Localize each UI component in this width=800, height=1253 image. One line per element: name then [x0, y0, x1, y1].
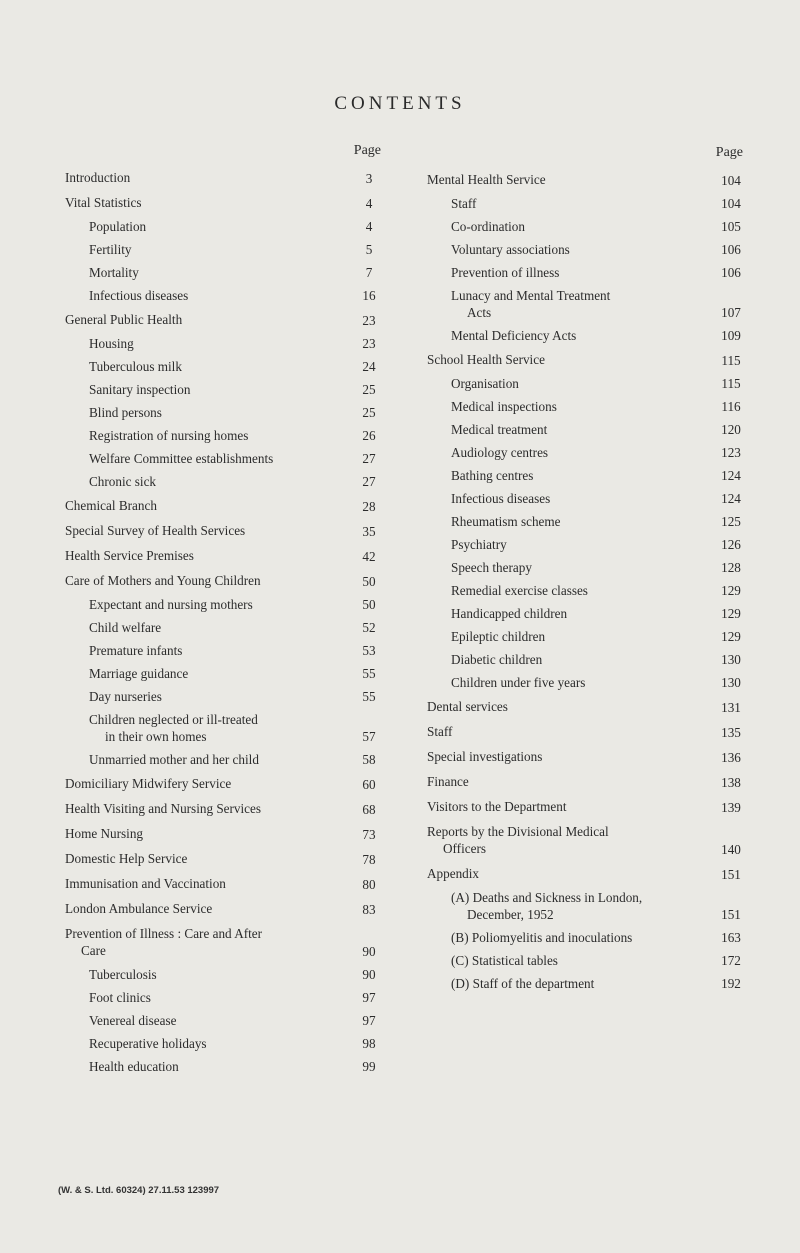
- toc-entry-page: 97: [362, 1013, 376, 1028]
- toc-entry-label: Domiciliary Midwifery Service: [65, 776, 232, 791]
- contents-column-right: [427, 145, 747, 995]
- toc-entry-label: Child welfare: [89, 620, 162, 635]
- toc-entry-label-continued: Officers: [443, 841, 486, 856]
- toc-entry-label: Reports by the Divisional Medical Officers: [427, 823, 747, 857]
- toc-entry-label: Medical treatment: [451, 422, 548, 437]
- toc-entry: [65, 1032, 385, 1055]
- toc-entry: [65, 748, 385, 771]
- toc-entry-page: 25: [362, 405, 376, 420]
- toc-entry-page: 16: [362, 288, 376, 303]
- toc-entry-label: Unmarried mother and her child: [89, 752, 259, 767]
- toc-entry-label: Prevention of illness: [451, 265, 560, 280]
- toc-entry: [65, 284, 385, 307]
- toc-entry-label: Expectant and nursing mothers: [89, 597, 253, 612]
- toc-entry-label: Epileptic children: [451, 629, 546, 644]
- toc-entry-label: Children under five years: [451, 675, 586, 690]
- toc-entry: [65, 896, 385, 921]
- toc-entry: [427, 625, 747, 648]
- toc-entry-label: Voluntary associations: [451, 242, 570, 257]
- toc-entry-page: 57: [362, 729, 376, 744]
- toc-entry-label: Tuberculosis: [89, 967, 157, 982]
- toc-entry-page: 60: [362, 777, 376, 792]
- toc-entry-page: 106: [721, 242, 741, 257]
- toc-entry-page: 151: [721, 867, 741, 882]
- toc-entry: [65, 215, 385, 238]
- toc-entry-label: Mental Health Service: [427, 172, 546, 187]
- toc-entry: [65, 871, 385, 896]
- toc-entry-label-continued: in their own homes: [105, 729, 207, 744]
- toc-entry-label: (A) Deaths and Sickness in London, December, 1952: [451, 889, 747, 923]
- toc-entry: [65, 355, 385, 378]
- toc-entry-page: 99: [362, 1059, 376, 1074]
- toc-entry: [427, 744, 747, 769]
- toc-entry-page: 131: [721, 700, 741, 715]
- toc-entry-label-continued: December, 1952: [467, 907, 554, 922]
- toc-entry-label: Children neglected or ill-treated in their own homes: [89, 711, 385, 745]
- toc-entry: [427, 167, 747, 192]
- toc-entry-label: Venereal disease: [89, 1013, 177, 1028]
- toc-entry-label: Psychiatry: [451, 537, 507, 552]
- toc-entry-label: Infectious diseases: [89, 288, 189, 303]
- toc-entry: [65, 401, 385, 424]
- toc-entry-page: 68: [362, 802, 376, 817]
- toc-entry-page: 50: [362, 597, 376, 612]
- toc-entry: [427, 215, 747, 238]
- toc-entry: [65, 1009, 385, 1032]
- toc-entry-page: 123: [721, 445, 741, 460]
- toc-entry-label: Bathing centres: [451, 468, 534, 483]
- toc-entry-page: 52: [362, 620, 376, 635]
- toc-entry: [427, 284, 747, 324]
- toc-entry: [65, 378, 385, 401]
- toc-entry: [427, 487, 747, 510]
- toc-entry-page: 28: [362, 499, 376, 514]
- toc-entry: [427, 972, 747, 995]
- toc-entry-page: 124: [721, 468, 741, 483]
- toc-entry: [427, 694, 747, 719]
- printer-imprint: (W. & S. Ltd. 60324) 27.11.53 123997: [58, 1185, 220, 1196]
- toc-entry-page: 129: [721, 583, 741, 598]
- toc-entry-page: 106: [721, 265, 741, 280]
- toc-entry: [65, 307, 385, 332]
- toc-entry-page: 124: [721, 491, 741, 506]
- toc-entry-page: 136: [721, 750, 741, 765]
- toc-entry-label: General Public Health: [65, 312, 183, 327]
- toc-entry-label: (D) Staff of the department: [451, 976, 595, 991]
- toc-entry-page: 26: [362, 428, 376, 443]
- toc-entry: [65, 921, 385, 963]
- toc-entry-page: 192: [721, 976, 741, 991]
- toc-entry: [65, 518, 385, 543]
- toc-entry: [427, 192, 747, 215]
- toc-entry: [65, 821, 385, 846]
- toc-entry: [65, 771, 385, 796]
- toc-entry-page: 55: [362, 666, 376, 681]
- toc-entry-label: Staff: [451, 196, 477, 211]
- toc-entry-label: Care of Mothers and Young Children: [65, 573, 261, 588]
- toc-entry-page: 163: [721, 930, 741, 945]
- toc-entry: [65, 662, 385, 685]
- toc-entry-page: 35: [362, 524, 376, 539]
- toc-entry-page: 7: [365, 265, 373, 280]
- toc-entry-label: Marriage guidance: [89, 666, 189, 681]
- toc-entry: [427, 510, 747, 533]
- toc-entry: [427, 719, 747, 744]
- toc-entry: [427, 769, 747, 794]
- toc-entry: [65, 332, 385, 355]
- page-title: CONTENTS: [334, 93, 466, 114]
- toc-entry: [427, 238, 747, 261]
- toc-entry-label: Health Visiting and Nursing Services: [65, 801, 262, 816]
- toc-entry-page: 130: [721, 652, 741, 667]
- toc-entry: [427, 395, 747, 418]
- toc-entry-label: Organisation: [451, 376, 519, 391]
- toc-entry-label: Audiology centres: [451, 445, 549, 460]
- toc-entry-page: 172: [721, 953, 741, 968]
- toc-entry-label: Population: [89, 219, 147, 234]
- toc-entry-page: 125: [721, 514, 741, 529]
- toc-entry-page: 107: [721, 305, 741, 320]
- toc-entry: [65, 493, 385, 518]
- toc-entry-label: Day nurseries: [89, 689, 162, 704]
- toc-entry-label: Welfare Committee establishments: [89, 451, 274, 466]
- toc-entry-label: Health education: [89, 1059, 179, 1074]
- toc-entry-page: 25: [362, 382, 376, 397]
- toc-entry-page: 4: [365, 196, 373, 211]
- toc-entry-label: Mortality: [89, 265, 139, 280]
- toc-entry-page: 120: [721, 422, 741, 437]
- toc-entry-label: Immunisation and Vaccination: [65, 876, 226, 891]
- toc-entry-label: Infectious diseases: [451, 491, 551, 506]
- toc-entry-label: Rheumatism scheme: [451, 514, 561, 529]
- toc-entry: [65, 685, 385, 708]
- toc-entry: [65, 986, 385, 1009]
- toc-entry: [65, 963, 385, 986]
- toc-entry: [427, 464, 747, 487]
- toc-entry: [427, 556, 747, 579]
- toc-entry: [65, 796, 385, 821]
- toc-entry-label: Remedial exercise classes: [451, 583, 588, 598]
- toc-entry-label: Sanitary inspection: [89, 382, 191, 397]
- toc-entry-page: 83: [362, 902, 376, 917]
- toc-entry-label: Mental Deficiency Acts: [451, 328, 577, 343]
- page-column-header: Page: [715, 145, 743, 160]
- toc-entry-page: 115: [721, 353, 741, 368]
- toc-entry-page: 55: [362, 689, 376, 704]
- toc-entry-label: Lunacy and Mental Treatment Acts: [451, 287, 747, 321]
- toc-entry: [427, 533, 747, 556]
- toc-entry-page: 135: [721, 725, 741, 740]
- toc-list-right: [427, 167, 747, 995]
- toc-entry-label: Speech therapy: [451, 560, 532, 575]
- toc-entry-page: 138: [721, 775, 741, 790]
- toc-entry-label: Appendix: [427, 866, 480, 881]
- toc-entry-page: 140: [721, 842, 741, 857]
- toc-entry-page: 78: [362, 852, 376, 867]
- toc-entry: [65, 238, 385, 261]
- toc-entry-label: Visitors to the Department: [427, 799, 567, 814]
- toc-entry-label: Health Service Premises: [65, 548, 194, 563]
- toc-entry-page: 105: [721, 219, 741, 234]
- toc-entry-page: 90: [362, 944, 376, 959]
- toc-entry-page: 90: [362, 967, 376, 982]
- toc-entry: [427, 372, 747, 395]
- toc-entry-page: 53: [362, 643, 376, 658]
- toc-entry-label: Housing: [89, 336, 134, 351]
- toc-entry-page: 128: [721, 560, 741, 575]
- toc-entry-page: 42: [362, 549, 376, 564]
- contents-column-left: [65, 143, 385, 1078]
- toc-entry-label: Staff: [427, 724, 453, 739]
- toc-entry: [427, 648, 747, 671]
- toc-entry: [427, 794, 747, 819]
- toc-entry-label: Chronic sick: [89, 474, 157, 489]
- toc-entry-label: Dental services: [427, 699, 508, 714]
- toc-entry-label: Home Nursing: [65, 826, 144, 841]
- toc-entry-label: Tuberculous milk: [89, 359, 182, 374]
- toc-entry: [65, 708, 385, 748]
- toc-entry-page: 109: [721, 328, 741, 343]
- toc-entry-page: 24: [362, 359, 376, 374]
- toc-entry-label: Premature infants: [89, 643, 183, 658]
- toc-entry-label: Vital Statistics: [65, 195, 142, 210]
- toc-entry: [427, 602, 747, 625]
- toc-entry: [65, 190, 385, 215]
- toc-entry-page: 151: [721, 907, 741, 922]
- toc-entry-page: 27: [362, 474, 376, 489]
- toc-entry-label: Recuperative holidays: [89, 1036, 207, 1051]
- toc-entry-label: London Ambulance Service: [65, 901, 213, 916]
- toc-entry-label-continued: Acts: [467, 305, 492, 320]
- toc-entry: [65, 261, 385, 284]
- toc-entry-page: 115: [721, 376, 741, 391]
- toc-entry-page: 23: [362, 313, 376, 328]
- toc-list-left: [65, 165, 385, 1078]
- toc-entry-label: Fertility: [89, 242, 132, 257]
- toc-entry: [427, 949, 747, 972]
- toc-entry-page: 80: [362, 877, 376, 892]
- toc-entry-page: 139: [721, 800, 741, 815]
- toc-entry: [427, 926, 747, 949]
- toc-entry-page: 27: [362, 451, 376, 466]
- toc-entry: [427, 347, 747, 372]
- toc-entry-page: 5: [365, 242, 373, 257]
- toc-entry-label: Introduction: [65, 170, 131, 185]
- toc-entry: [65, 616, 385, 639]
- toc-entry: [427, 261, 747, 284]
- toc-entry-label: Special investigations: [427, 749, 543, 764]
- toc-entry-label: Medical inspections: [451, 399, 557, 414]
- toc-entry-label: Foot clinics: [89, 990, 151, 1005]
- toc-entry: [427, 671, 747, 694]
- toc-entry: [65, 165, 385, 190]
- toc-entry-page: 129: [721, 606, 741, 621]
- toc-entry-page: 98: [362, 1036, 376, 1051]
- toc-entry-label: Blind persons: [89, 405, 162, 420]
- toc-entry: [427, 886, 747, 926]
- toc-entry: [65, 447, 385, 470]
- toc-entry: [65, 470, 385, 493]
- toc-entry-page: 50: [362, 574, 376, 589]
- toc-entry-page: 23: [362, 336, 376, 351]
- toc-entry-label: Handicapped children: [451, 606, 568, 621]
- toc-entry-page: 129: [721, 629, 741, 644]
- toc-entry: [65, 639, 385, 662]
- toc-entry-label: Chemical Branch: [65, 498, 157, 513]
- toc-entry-page: 58: [362, 752, 376, 767]
- toc-entry-label-continued: Care: [81, 943, 106, 958]
- toc-entry-label: Finance: [427, 774, 469, 789]
- toc-entry: [427, 819, 747, 861]
- toc-entry-label: School Health Service: [427, 352, 545, 367]
- toc-entry-label: Co-ordination: [451, 219, 525, 234]
- toc-entry: [65, 846, 385, 871]
- toc-entry-page: 104: [721, 196, 741, 211]
- toc-entry: [65, 543, 385, 568]
- toc-entry: [427, 579, 747, 602]
- toc-entry: [65, 568, 385, 593]
- toc-entry-page: 104: [721, 173, 741, 188]
- toc-entry: [65, 593, 385, 616]
- toc-entry: [427, 324, 747, 347]
- toc-entry-page: 73: [362, 827, 376, 842]
- toc-entry-label: Registration of nursing homes: [89, 428, 249, 443]
- toc-entry-page: 116: [721, 399, 741, 414]
- toc-entry-label: Special Survey of Health Services: [65, 523, 246, 538]
- toc-entry-page: 97: [362, 990, 376, 1005]
- toc-entry-label: Prevention of Illness : Care and After Care: [65, 925, 385, 959]
- toc-entry-page: 126: [721, 537, 741, 552]
- toc-entry-label: Domestic Help Service: [65, 851, 188, 866]
- page-column-header: Page: [353, 143, 381, 158]
- toc-entry-label: (C) Statistical tables: [451, 953, 558, 968]
- toc-entry: [427, 861, 747, 886]
- toc-entry: [65, 424, 385, 447]
- toc-entry: [427, 441, 747, 464]
- toc-entry-label: (B) Poliomyelitis and inoculations: [451, 930, 633, 945]
- toc-entry-page: 3: [365, 171, 373, 186]
- toc-entry: [65, 1055, 385, 1078]
- toc-entry-page: 4: [365, 219, 373, 234]
- toc-entry: [427, 418, 747, 441]
- toc-entry-page: 130: [721, 675, 741, 690]
- toc-entry-label: Diabetic children: [451, 652, 543, 667]
